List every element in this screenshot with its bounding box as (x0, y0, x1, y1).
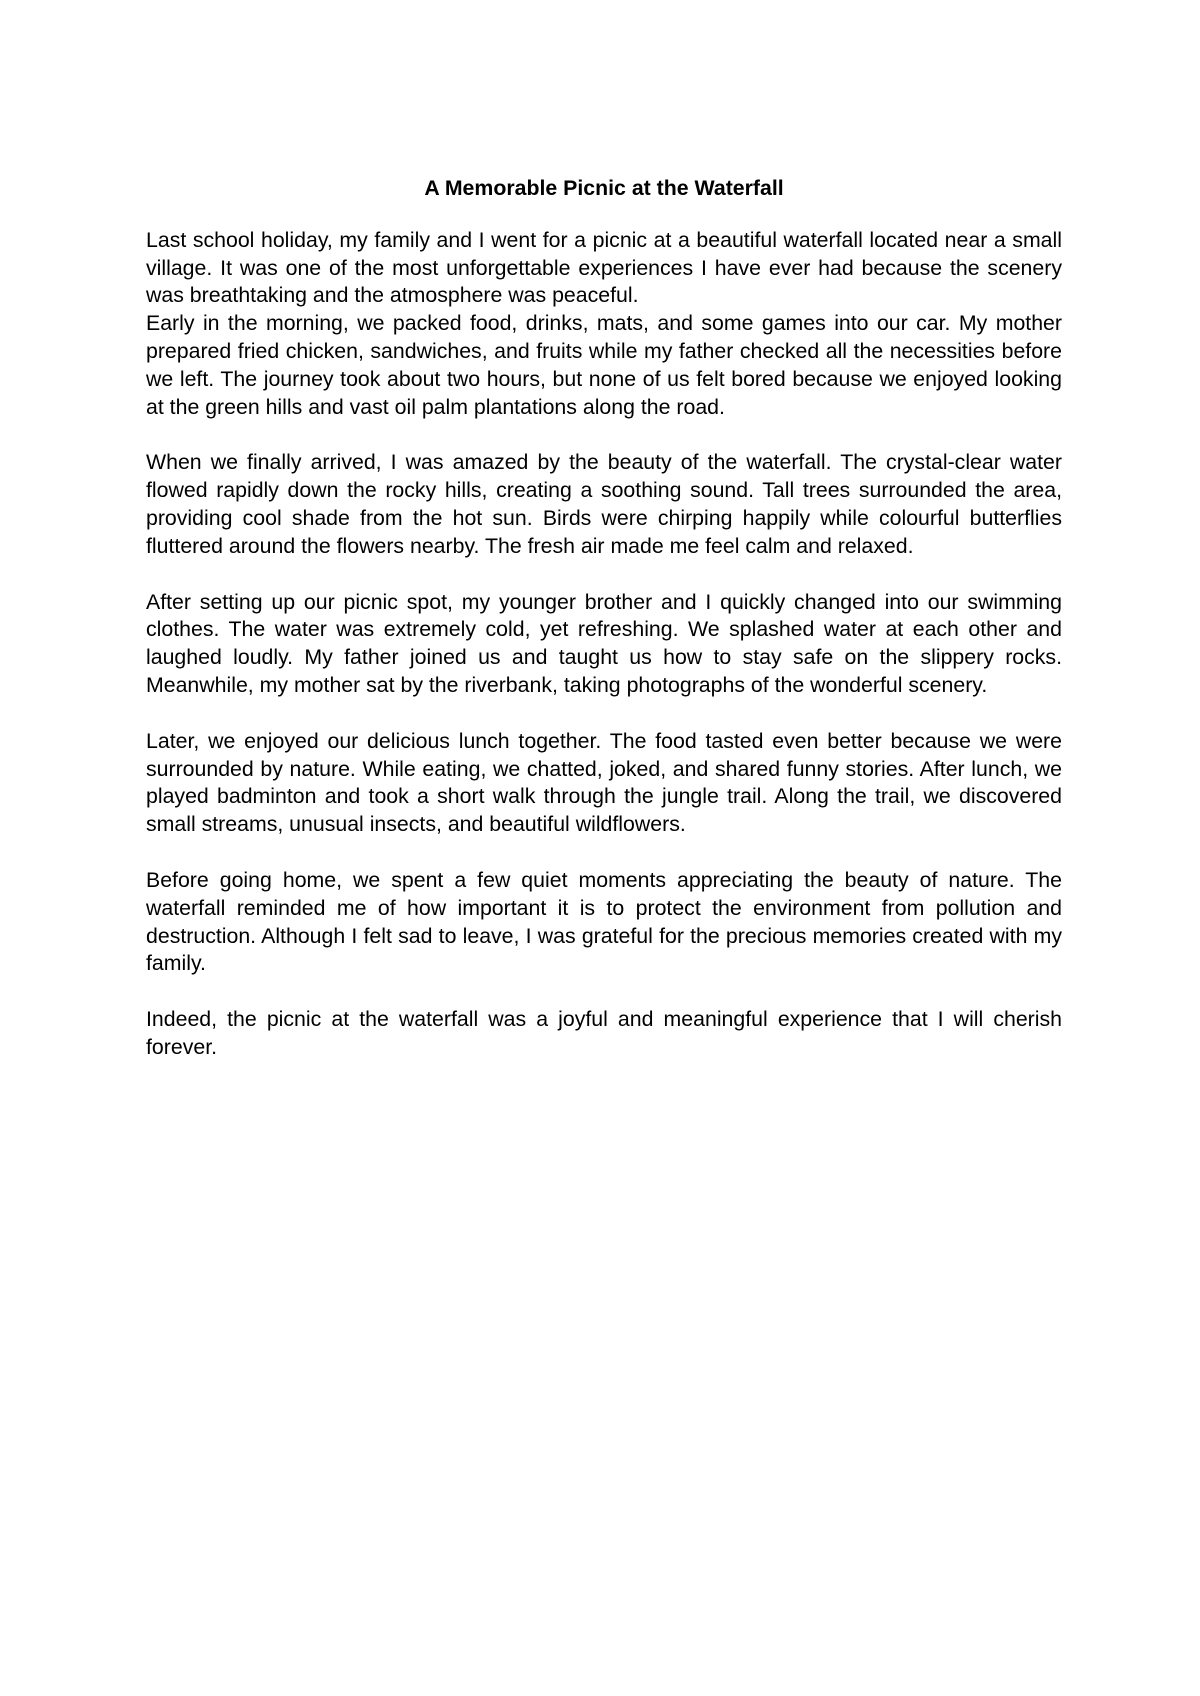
paragraph-before-home: Before going home, we spent a few quiet moments appreciating the beauty of nature. The waterfall reminded me of how important it is to protect the environment from pollution and destruction. Although I felt sad to leave, I was grateful for the precious memories created with my family. (146, 867, 1062, 976)
paragraph-intro: Last school holiday, my family and I went for a picnic at a beautiful waterfall located near a small village. It was one of the most unforgettable experiences I have ever had because the scenery was breathtaking and the atmosphere was peaceful. (146, 227, 1062, 308)
paragraph-morning: Early in the morning, we packed food, drinks, mats, and some games into our car. My mother prepared fried chicken, sandwiches, and fruits while my father checked all the necessities before we left. The journey took about two hours, but none of us felt bored because we enjoyed looking at the green hills and vast oil palm plantations along the road. (146, 311, 1062, 419)
paragraph-conclusion: Indeed, the picnic at the waterfall was a joyful and meaningful experience that I will cherish forever. (146, 1007, 1062, 1059)
paragraph-swimming: After setting up our picnic spot, my younger brother and I quickly changed into our swimming clothes. The water was extremely cold, yet refreshing. We splashed water at each other and laughed loudly. My father joined us and taught us how to stay safe on the slippery rocks. Meanwhile, my mother sat by the riverbank, taking photographs of the wonderful scenery. (146, 589, 1062, 697)
document-body (146, 175, 1062, 1062)
paragraph-lunch: Later, we enjoyed our delicious lunch together. The food tasted even better because we were surrounded by nature. While eating, we chatted, joked, and shared funny stories. After lunch, we played badminton and took a short walk through the jungle trail. Along the trail, we discovered small streams, unusual insects, and beautiful wildflowers. (146, 728, 1062, 837)
document-title: A Memorable Picnic at the Waterfall (424, 176, 784, 200)
paragraph-arrival: When we finally arrived, I was amazed by the beauty of the waterfall. The crystal-clear water flowed rapidly down the rocky hills, creating a soothing sound. Tall trees surrounded the area, providing cool shade from the hot sun. Birds were chirping happily while colourful butterflies fluttered around the flowers nearby. The fresh air made me feel calm and relaxed. (146, 450, 1062, 558)
